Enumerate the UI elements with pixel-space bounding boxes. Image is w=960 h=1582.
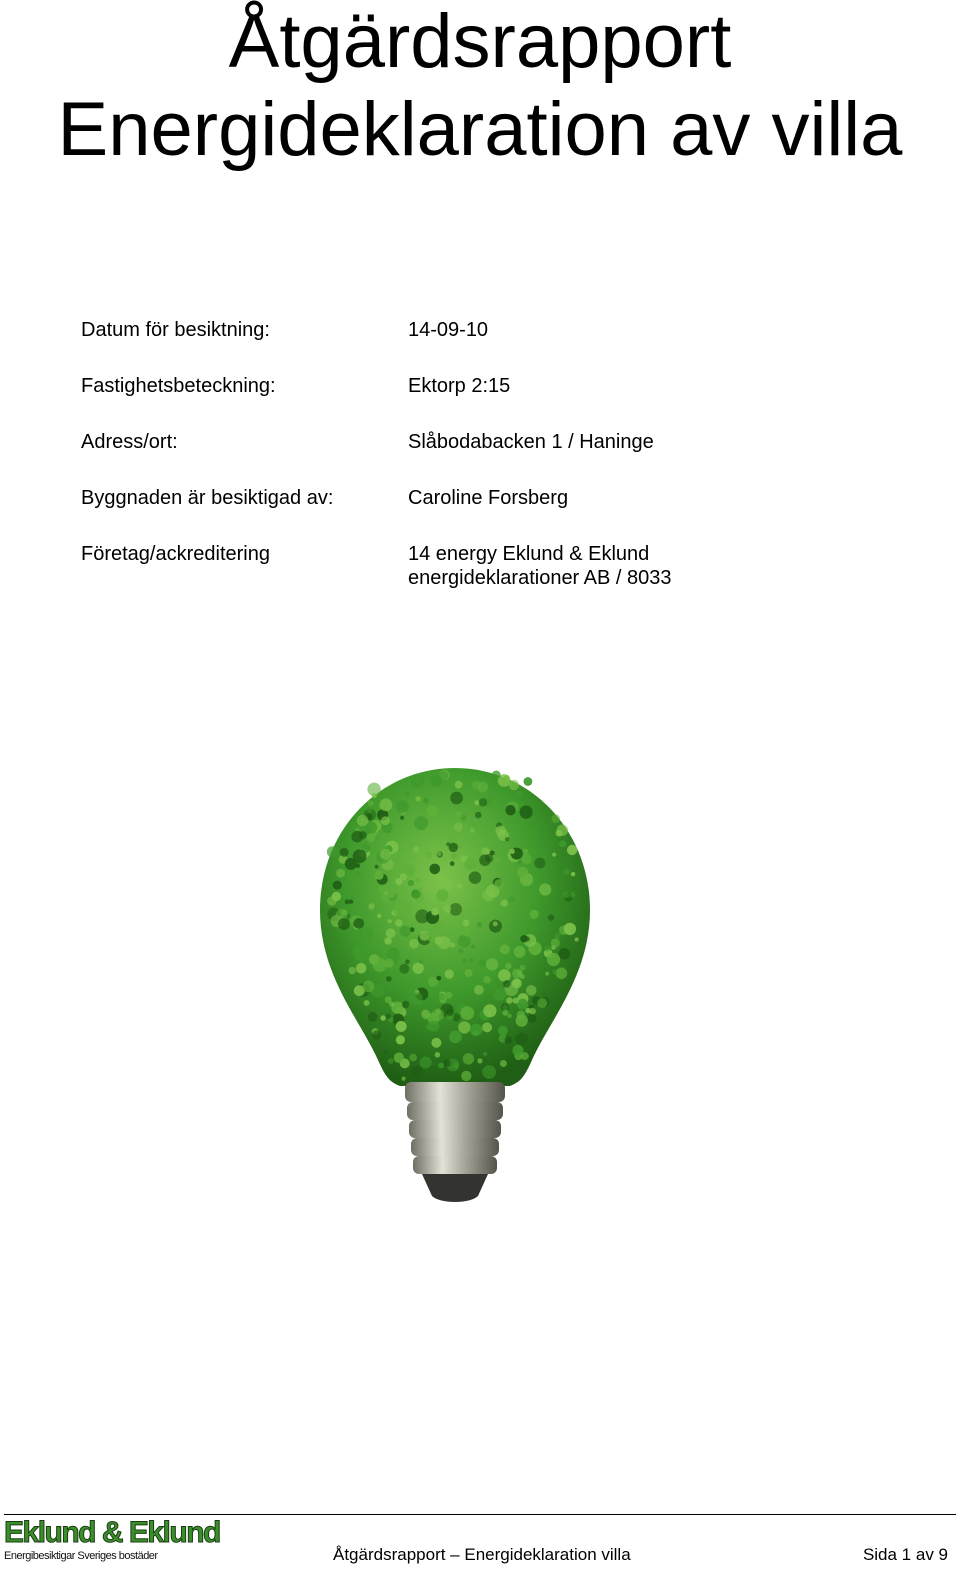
- info-label: Byggnaden är besiktigad av:: [81, 487, 334, 509]
- footer-divider: [4, 1514, 956, 1515]
- info-value: Ektorp 2:15: [408, 375, 511, 397]
- document-title-line-1: Åtgärdsrapport: [228, 0, 732, 84]
- info-row-inspector: [81, 486, 901, 542]
- info-label: Datum för besiktning:: [81, 319, 270, 341]
- info-label: Fastighetsbeteckning:: [81, 375, 276, 397]
- info-row-date: [81, 318, 901, 374]
- tree-lightbulb-icon: [310, 760, 600, 1210]
- info-row-company: [81, 542, 901, 598]
- info-value: Slåbodabacken 1 / Haninge: [408, 431, 654, 453]
- info-row-property: [81, 374, 901, 430]
- info-label: Företag/ackreditering: [81, 543, 270, 565]
- info-value: 14 energy Eklund & Eklund energideklarationer AB / 8033: [408, 543, 672, 589]
- footer-document-title: Åtgärdsrapport – Energideklaration villa: [333, 1545, 631, 1564]
- info-row-address: [81, 430, 901, 486]
- footer-page-number: Sida 1 av 9: [862, 1545, 948, 1564]
- logo-name: Eklund & Eklund: [4, 1516, 220, 1549]
- inspection-info-table: [81, 318, 901, 598]
- logo-tagline: Energibesiktigar Sveriges bostäder: [4, 1550, 158, 1562]
- info-value: Caroline Forsberg: [408, 487, 569, 509]
- document-title-line-2: Energideklaration av villa: [57, 87, 903, 172]
- company-logo: [4, 1516, 234, 1566]
- info-value: 14-09-10: [408, 319, 489, 341]
- info-label: Adress/ort:: [81, 431, 178, 453]
